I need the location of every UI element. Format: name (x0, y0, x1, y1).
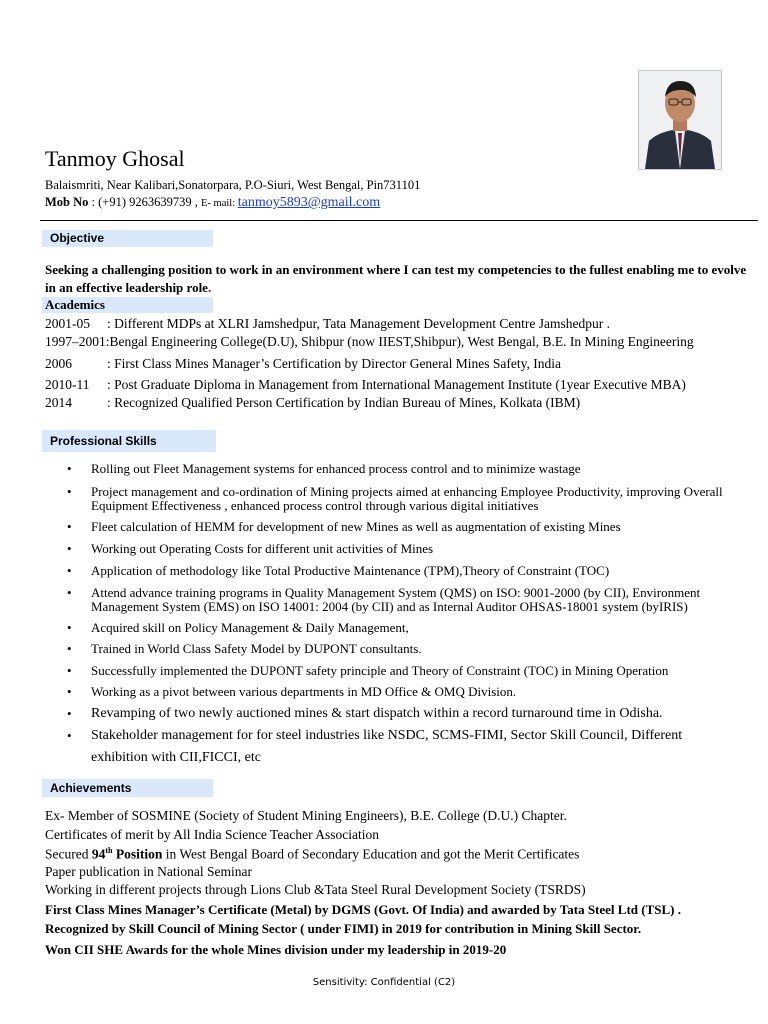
achievement-line (45, 846, 579, 863)
academic-row (45, 316, 610, 332)
academic-detail: :Bengal Engineering College(D.U), Shibpur (now IIEST,Shibpur), West Bengal, B.E. In Mining Engineering (105, 334, 694, 349)
email-link[interactable]: tanmoy5893@gmail.com (237, 195, 381, 210)
academic-year: 1997–2001 (45, 334, 106, 349)
achievements-heading: Achievements (42, 779, 213, 797)
achievement-line: Working in different projects through Lions Club &Tata Steel Rural Development Society (TSRDS) (45, 882, 586, 897)
academic-detail: : First Class Mines Manager’s Certification by Director General Mines Safety, India (107, 356, 562, 371)
secured-detail: in West Bengal Board of Secondary Education and got the Merit Certificates (162, 846, 580, 862)
academic-row (45, 377, 686, 393)
academic-detail: : Post Graduate Diploma in Management from International Management Institute (1year Executive MBA) (107, 377, 686, 392)
person-photo-icon (639, 71, 721, 169)
achievement-line: Certificates of merit by All India Science Teacher Association (45, 827, 379, 842)
skills-heading: Professional Skills (42, 430, 216, 452)
list-item: • Acquired skill on Policy Management & Daily Management, (45, 621, 741, 635)
list-item: • Application of methodology like Total Productive Maintenance (TPM),Theory of Constraint (TOC) (45, 564, 741, 578)
list-item: • Project management and co-ordination of Mining projects aimed at enhancing Employee Productivity, improving Overall Equipment Effectiveness , enhanced process control through various digital initiatives (45, 485, 741, 513)
contact-line (45, 195, 380, 211)
objective-body: Seeking a challenging position to work in an environment where I can test my competencies to the fullest enabling me to evolve in an effective leadership role (45, 262, 747, 295)
list-item: • Successfully implemented the DUPONT safety principle and Theory of Constraint (TOC) in Mining Operation (45, 664, 741, 678)
list-item: • Rolling out Fleet Management systems for enhanced process control and to minimize wastage (45, 462, 741, 476)
academic-detail: : Recognized Qualified Person Certification by Indian Bureau of Mines, Kolkata (IBM) (107, 395, 581, 410)
secured-rank: 94 (91, 846, 106, 862)
secured-position: Position (112, 846, 163, 862)
academic-row (45, 334, 694, 350)
achievement-line: Recognized by Skill Council of Mining Sector ( under FIMI) in 2019 for contribution in Mining Skill Sector. (45, 921, 642, 936)
list-item: • Working out Operating Costs for different unit activities of Mines (45, 542, 741, 556)
mob-number: : (+91) 9263639739 , (88, 195, 202, 209)
academic-year: 2006 (45, 356, 72, 371)
academic-year: 2010-11 (45, 377, 90, 392)
mob-label: Mob No (45, 195, 89, 209)
achievement-line: Paper publication in National Seminar (45, 864, 252, 879)
academic-year: 2014 (45, 395, 72, 410)
secured-prefix: Secured (45, 846, 92, 862)
list-item: • Working as a pivot between various departments in MD Office & OMQ Division. (45, 685, 741, 699)
academic-detail: : Different MDPs at XLRI Jamshedpur, Tata Management Development Centre Jamshedpur . (107, 316, 611, 331)
academics-heading: Academics (42, 297, 213, 313)
academic-row (45, 356, 561, 372)
objective-period: . (207, 280, 212, 295)
list-item: • Stakeholder management for for steel industries like NSDC, SCMS-FIMI, Sector Skill Council, Different exhibition with CII,FICCI, etc (45, 725, 741, 769)
secured-ordinal: th (105, 846, 113, 855)
list-item: • Trained in World Class Safety Model by DUPONT consultants. (45, 642, 741, 656)
objective-heading: Objective (42, 230, 213, 247)
address: Balaismriti, Near Kalibari,Sonatorpara, P.O-Siuri, West Bengal, Pin731101 (45, 178, 421, 192)
achievement-line: Ex- Member of SOSMINE (Society of Student Mining Engineers), B.E. College (D.U.) Chapter. (45, 808, 567, 823)
candidate-name: Tanmoy Ghosal (45, 146, 185, 171)
achievement-line: Won CII SHE Awards for the whole Mines division under my leadership in 2019-20 (45, 942, 507, 957)
list-item: • Attend advance training programs in Quality Management System (QMS) on ISO: 9001-2000 (by CII), Environment Management System (EMS) on ISO 14001: 2004 (by CII) and as Internal Auditor OHSAS-18001 system (byIRIS) (45, 586, 741, 614)
profile-photo (638, 70, 722, 170)
academic-row (45, 395, 580, 411)
header-divider (40, 220, 758, 221)
academic-year: 2001-05 (45, 316, 90, 331)
list-item: • Fleet calculation of HEMM for development of new Mines as well as augmentation of existing Mines (45, 520, 741, 534)
sensitivity-footer: Sensitivity: Confidential (C2) (312, 977, 456, 988)
objective-text (45, 261, 757, 297)
achievement-line: First Class Mines Manager’s Certificate (Metal) by DGMS (Govt. Of India) and awarded by Tata Steel Ltd (TSL) . (45, 902, 681, 917)
list-item: • Revamping of two newly auctioned mines & start dispatch within a record turnaround time in Odisha. (45, 703, 741, 725)
email-label: E- mail: (201, 198, 238, 209)
